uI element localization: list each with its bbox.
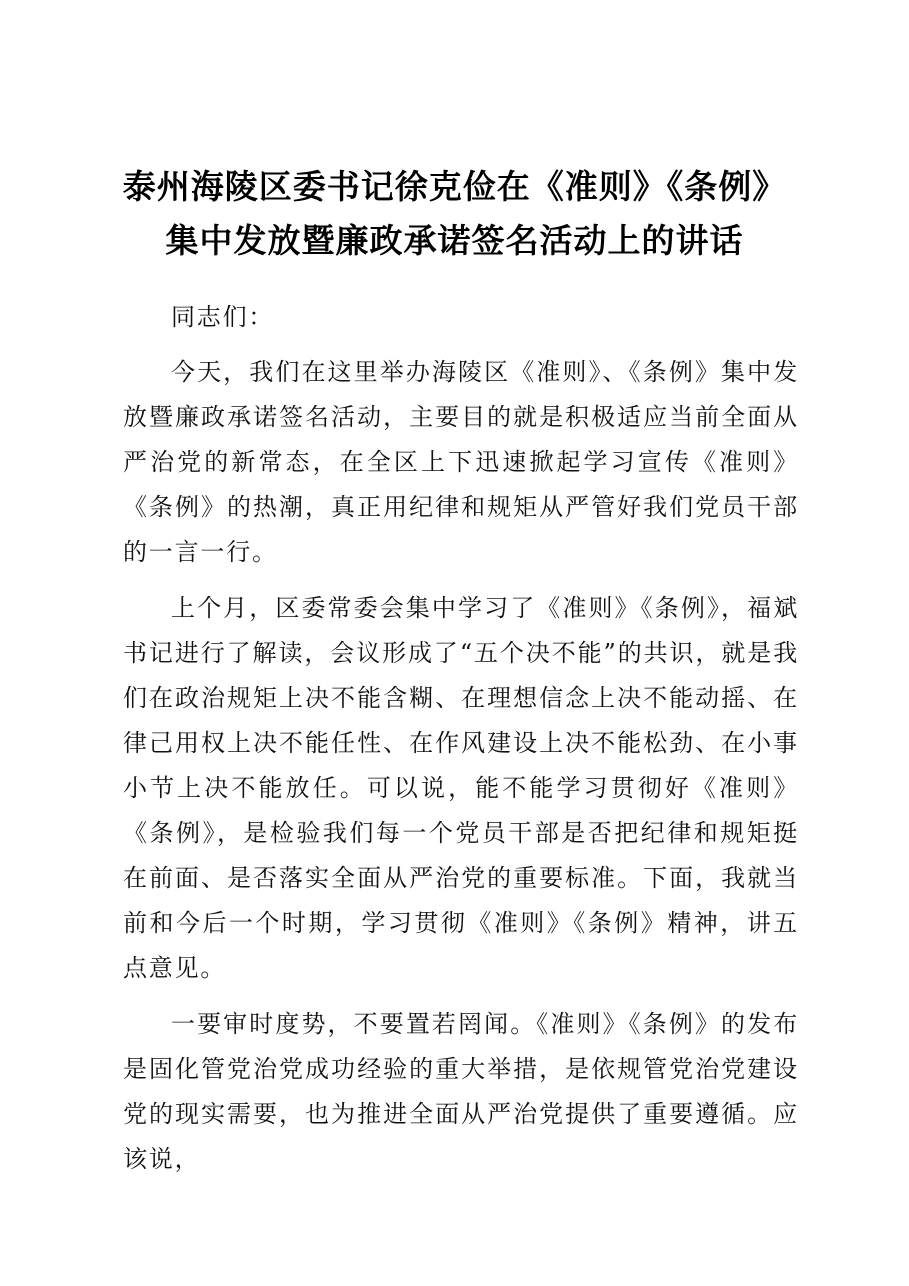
paragraph-point-one: 一要审时度势，不要置若罔闻。《准则》《条例》的发布是固化管党治党成功经验的重大举措，是依规管党治党建设党的现实需要，也为推进全面从严治党提供了重要遵循。应该说， bbox=[123, 1010, 799, 1173]
title-line-2: 集中发放暨廉政承诺签名活动上的讲话 bbox=[165, 221, 744, 260]
paragraph-intro: 今天，我们在这里举办海陵区《准则》、《条例》集中发放暨廉政承诺签名活动，主要目的就是积极适应当前全面从严治党的新常态，在全区上下迅速掀起学习宣传《准则》《条例》的热潮，真正用纪律和规矩从严管好我们党员干部的一言一行。 bbox=[123, 358, 799, 566]
document-title bbox=[100, 160, 809, 268]
paragraph-background: 上个月，区委常委会集中学习了《准则》《条例》，福斌书记进行了解读，会议形成了“五个决不能”的共识，就是我们在政治规矩上决不能含糊、在理想信念上决不能动摇、在律己用权上决不能任性、在作风建设上决不能松劲、在小事小节上决不能放任。可以说，能不能学习贯彻好《准则》《条例》，是检验我们每一个党员干部是否把纪律和规矩挺在前面、是否落实全面从严治党的重要标准。下面，我就当前和今后一个时期，学习贯彻《准则》《条例》精神，讲五点意见。 bbox=[123, 594, 799, 982]
salutation: 同志们： bbox=[171, 303, 275, 331]
title-line-1: 泰州海陵区委书记徐克俭在《准则》《条例》 bbox=[122, 167, 787, 206]
document-body bbox=[123, 295, 799, 1193]
